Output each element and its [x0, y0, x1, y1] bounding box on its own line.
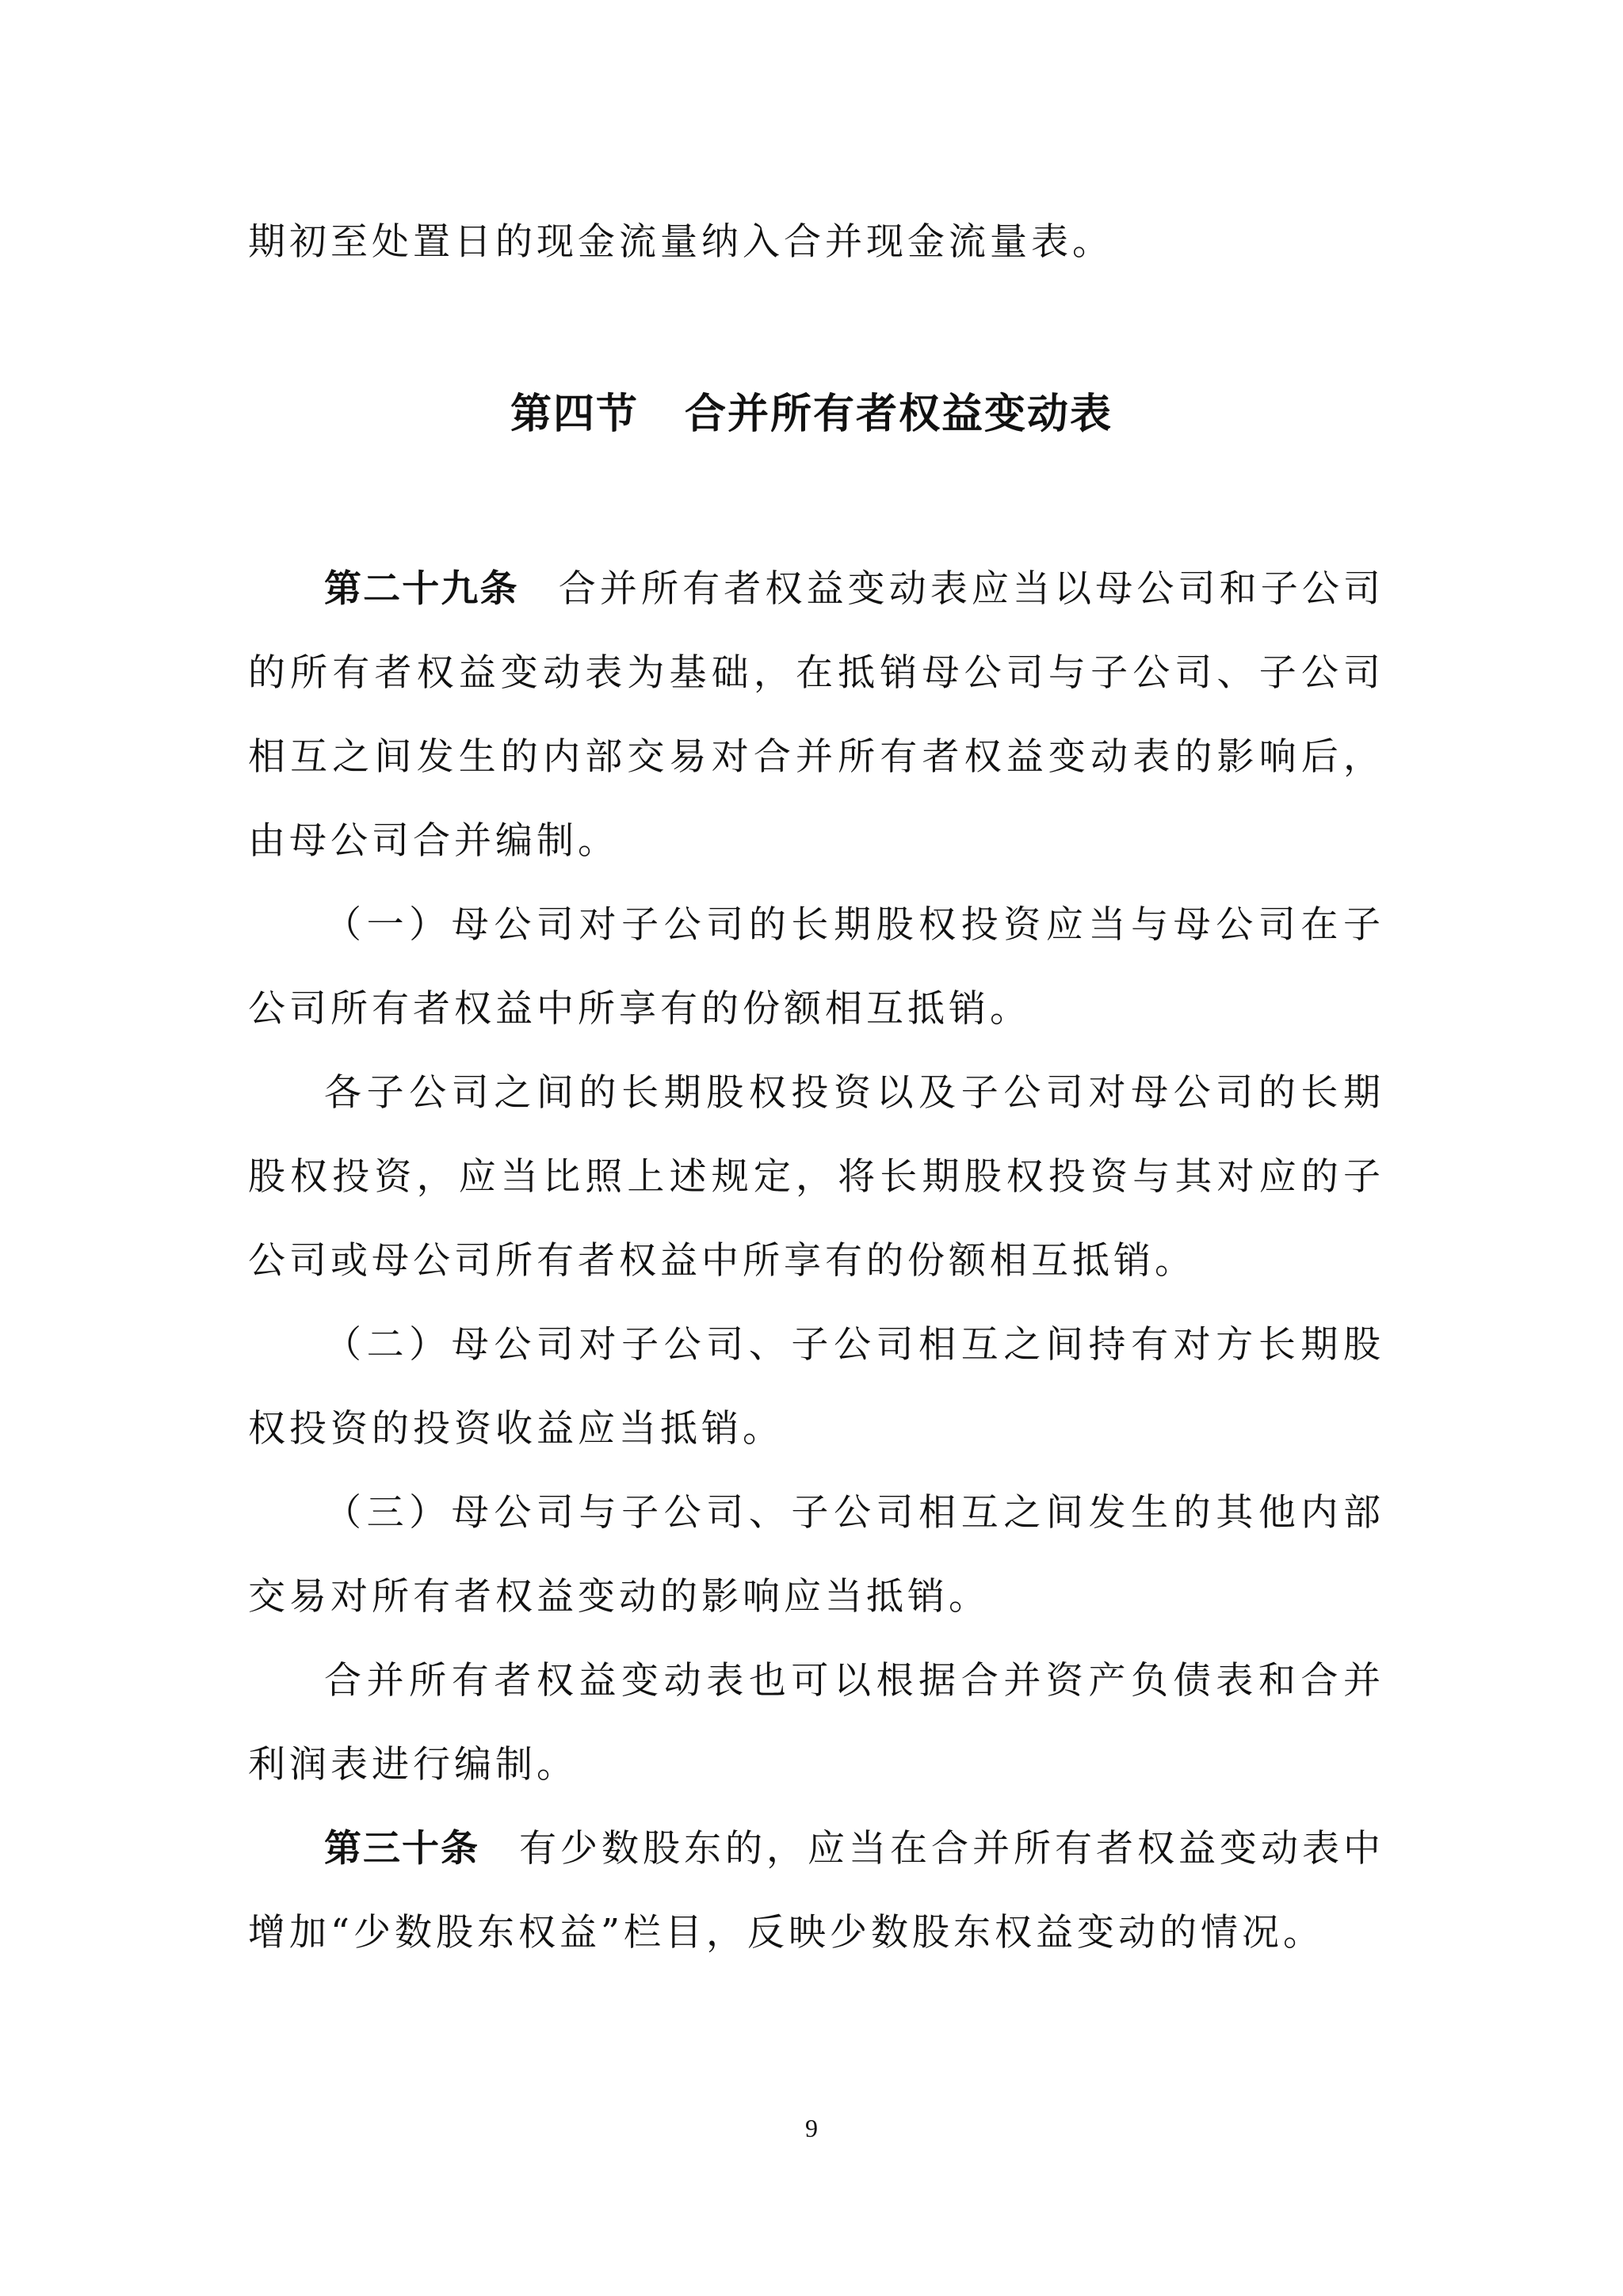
- lead-paragraph: 期初至处置日的现金流量纳入合并现金流量表。: [248, 220, 1113, 264]
- page-number: 9: [805, 2114, 818, 2142]
- article-30-label: 第三十条: [324, 1827, 479, 1871]
- section-title: [0, 379, 1623, 450]
- section-title-number: 第四节: [510, 391, 639, 438]
- article-29-text: 合并所有者权益变动表应当以母公司和子公司的所有者权益变动表为基础，在抵销母公司与子公司、子公司相互之间发生的内部交易对合并所有者权益变动表的影响后，由母公司合并编制。: [248, 567, 1385, 863]
- article-30-paragraph: [248, 1807, 1384, 1975]
- item-1-paragraph: （一）母公司对子公司的长期股权投资应当与母公司在子公司所有者权益中所享有的份额相互抵销。: [248, 903, 1384, 1031]
- section-title-text: 合并所有者权益变动表: [685, 391, 1113, 438]
- article-29-label: 第二十九条: [324, 567, 519, 611]
- article-29-paragraph: [248, 547, 1384, 883]
- closing-paragraph: 合并所有者权益变动表也可以根据合并资产负债表和合并利润表进行编制。: [248, 1659, 1384, 1787]
- item-2-paragraph: （二）母公司对子公司、子公司相互之间持有对方长期股权投资的投资收益应当抵销。: [248, 1323, 1384, 1451]
- item-1-supplement-paragraph: 各子公司之间的长期股权投资以及子公司对母公司的长期股权投资，应当比照上述规定，将长期股权投资与其对应的子公司或母公司所有者权益中所享有的份额相互抵销。: [248, 1071, 1384, 1283]
- item-3-paragraph: （三）母公司与子公司、子公司相互之间发生的其他内部交易对所有者权益变动的影响应当抵销。: [248, 1491, 1384, 1619]
- article-30-text: 有少数股东的，应当在合并所有者权益变动表中增加“少数股东权益”栏目，反映少数股东权益变动的情况。: [248, 1827, 1384, 1955]
